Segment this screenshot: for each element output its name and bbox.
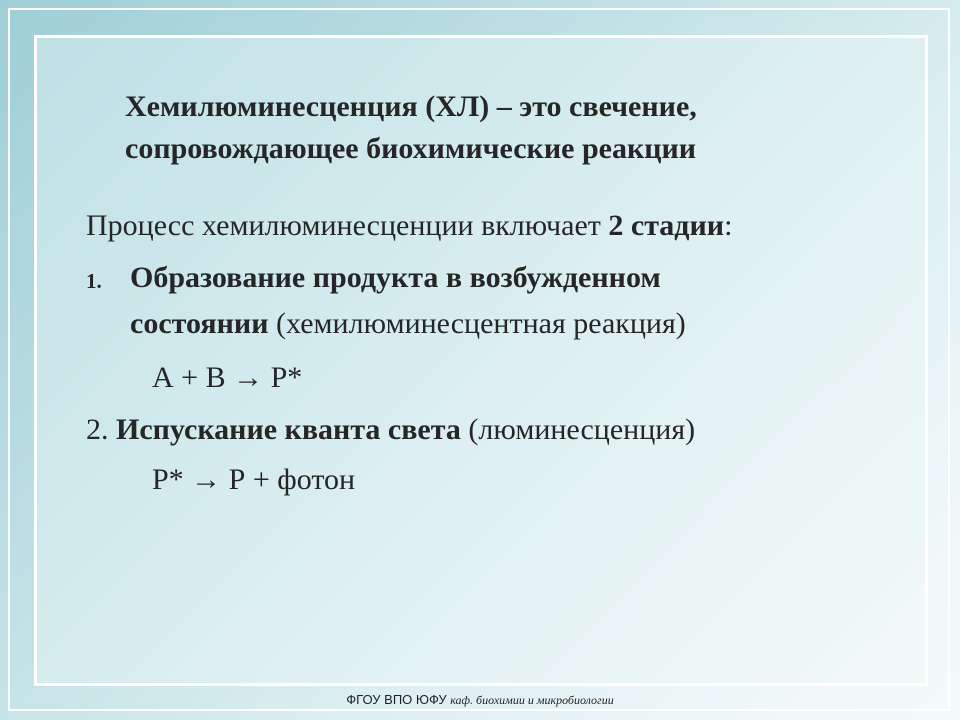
intro-stages-count: 2 стадии [608,209,725,242]
intro-colon: : [724,209,733,242]
title-line-2: сопровождающее биохимические реакции [125,132,697,165]
list-item-1-bold-text: Образование продукта в возбужденном [130,261,661,294]
list-item-1-number: 1. [86,269,102,293]
slide-footer [0,692,960,708]
list-item-2-number: 2. [86,413,116,446]
intro-text: Процесс хемилюминесценции включает [86,209,609,242]
list-item-1-note: (хемилюминесцентная реакция) [268,307,686,340]
footer-org: ФГОУ ВПО ЮФУ [346,692,451,707]
slide-title [125,86,885,170]
list-item-1-bold-continuation: состоянии [130,307,269,340]
list-item-2 [86,410,695,450]
reaction-equation-1: А + В → Р* [152,361,303,394]
reaction-equation-2: Р* → Р + фотон [152,463,356,496]
title-line-1: Хемилюминесценция (ХЛ) – это свечение, [125,90,697,123]
list-item-2-note: (люминесценция) [460,413,696,446]
footer-department: каф. биохимии и микробиологии [450,693,614,707]
intro-paragraph [86,206,732,246]
list-item-2-bold-text: Испускание кванта света [116,413,461,446]
list-item-1-line-2 [130,304,686,344]
list-item-1-line-1 [130,258,661,298]
